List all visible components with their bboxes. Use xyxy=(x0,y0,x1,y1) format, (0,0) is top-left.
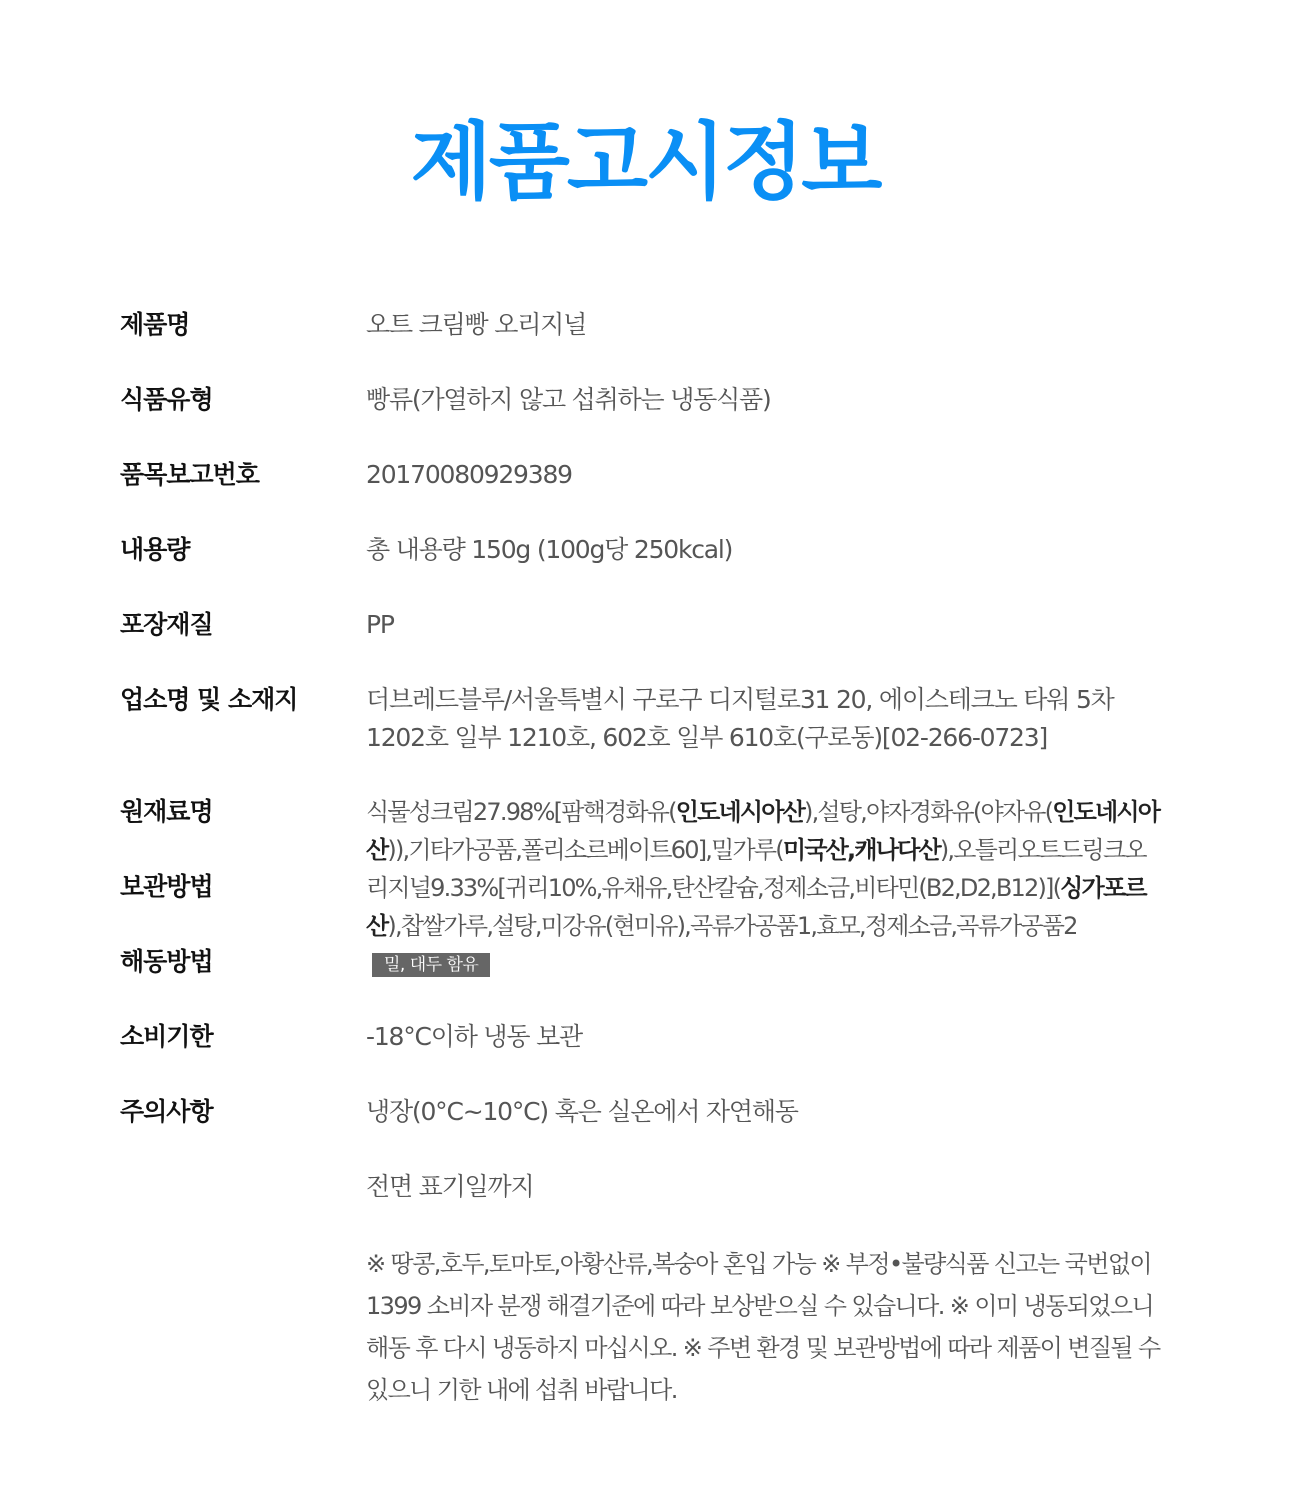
value-product-name: 오트 크림빵 오리지널 xyxy=(366,310,587,339)
label-product-name: 제품명 xyxy=(120,310,190,339)
label-company: 업소명 및 소재지 xyxy=(120,685,298,714)
value-thawing: 냉장(0°C~10°C) 혹은 실온에서 자연해동 xyxy=(366,1097,798,1126)
label-expiry: 소비기한 xyxy=(120,1022,213,1051)
company-address-line-1: 더브레드블루/서울특별시 구로구 디지털로31 20, 에이스테크노 타워 5차 xyxy=(366,685,1114,714)
label-thawing: 해동방법 xyxy=(120,947,213,976)
value-report-number: 20170080929389 xyxy=(366,460,572,489)
company-address-line-2: 1202호 일부 1210호, 602호 일부 610호(구로동)[02-266-0723] xyxy=(366,723,1048,752)
origin-indonesia: 인도네시아산 xyxy=(366,798,1160,864)
label-ingredients: 원재료명 xyxy=(120,797,213,826)
value-content: 총 내용량 150g (100g당 250kcal) xyxy=(366,535,733,564)
value-company xyxy=(366,681,1166,757)
page-title: 제품고시정보 xyxy=(410,113,880,211)
ingredients-text: 식물성크림27.98%[팜핵경화유( xyxy=(366,798,676,826)
value-ingredients xyxy=(366,793,1166,983)
origin-singapore: 싱가포르산 xyxy=(366,874,1146,940)
label-content: 내용량 xyxy=(120,535,190,564)
ingredients-text: ),찹쌀가루,설탕,미강유(현미유),곡류가공품1,효모,정제소금,곡류가공품2 xyxy=(387,912,1077,940)
value-food-type: 빵류(가열하지 않고 섭취하는 냉동식품) xyxy=(366,385,771,414)
ingredients-text: ),오틀리오트드링크오리지널9.33%[귀리10%,유채유,탄산칼슘,정제소금,비타민(B2,D2,B12)]( xyxy=(366,836,1146,902)
ingredients-text: )),기타가공품,폴리소르베이트60],밀가루( xyxy=(387,836,783,864)
ingredients-text: ),설탕,야자경화유(야자유( xyxy=(804,798,1053,826)
label-report-number: 품목보고번호 xyxy=(120,460,259,489)
label-food-type: 식품유형 xyxy=(120,385,213,414)
allergen-badge: 밀, 대두 함유 xyxy=(372,953,490,977)
label-caution: 주의사항 xyxy=(120,1097,213,1126)
value-expiry-date: 전면 표기일까지 xyxy=(366,1172,534,1201)
caution-notice: ※ 땅콩,호두,토마토,아황산류,복숭아 혼입 가능 ※ 부정•불량식품 신고는 국번없이 1399 소비자 분쟁 해결기준에 따라 보상받으실 수 있습니다. ※ 이미 냉동되었으니 해동 후 다시 냉동하지 마십시오. ※ 주변 환경 및 보관방법에 따라 제품이 변질될 수 있으니 기한 내에 섭취 바랍니다. xyxy=(366,1250,1160,1404)
value-packaging: PP xyxy=(366,610,394,639)
origin-indonesia: 인도네시아산 xyxy=(675,798,804,826)
label-packaging: 포장재질 xyxy=(120,610,213,639)
origin-us-canada: 미국산,캐나다산 xyxy=(782,836,940,864)
label-storage: 보관방법 xyxy=(120,872,213,901)
value-expiry: -18°C이하 냉동 보관 xyxy=(366,1022,582,1051)
